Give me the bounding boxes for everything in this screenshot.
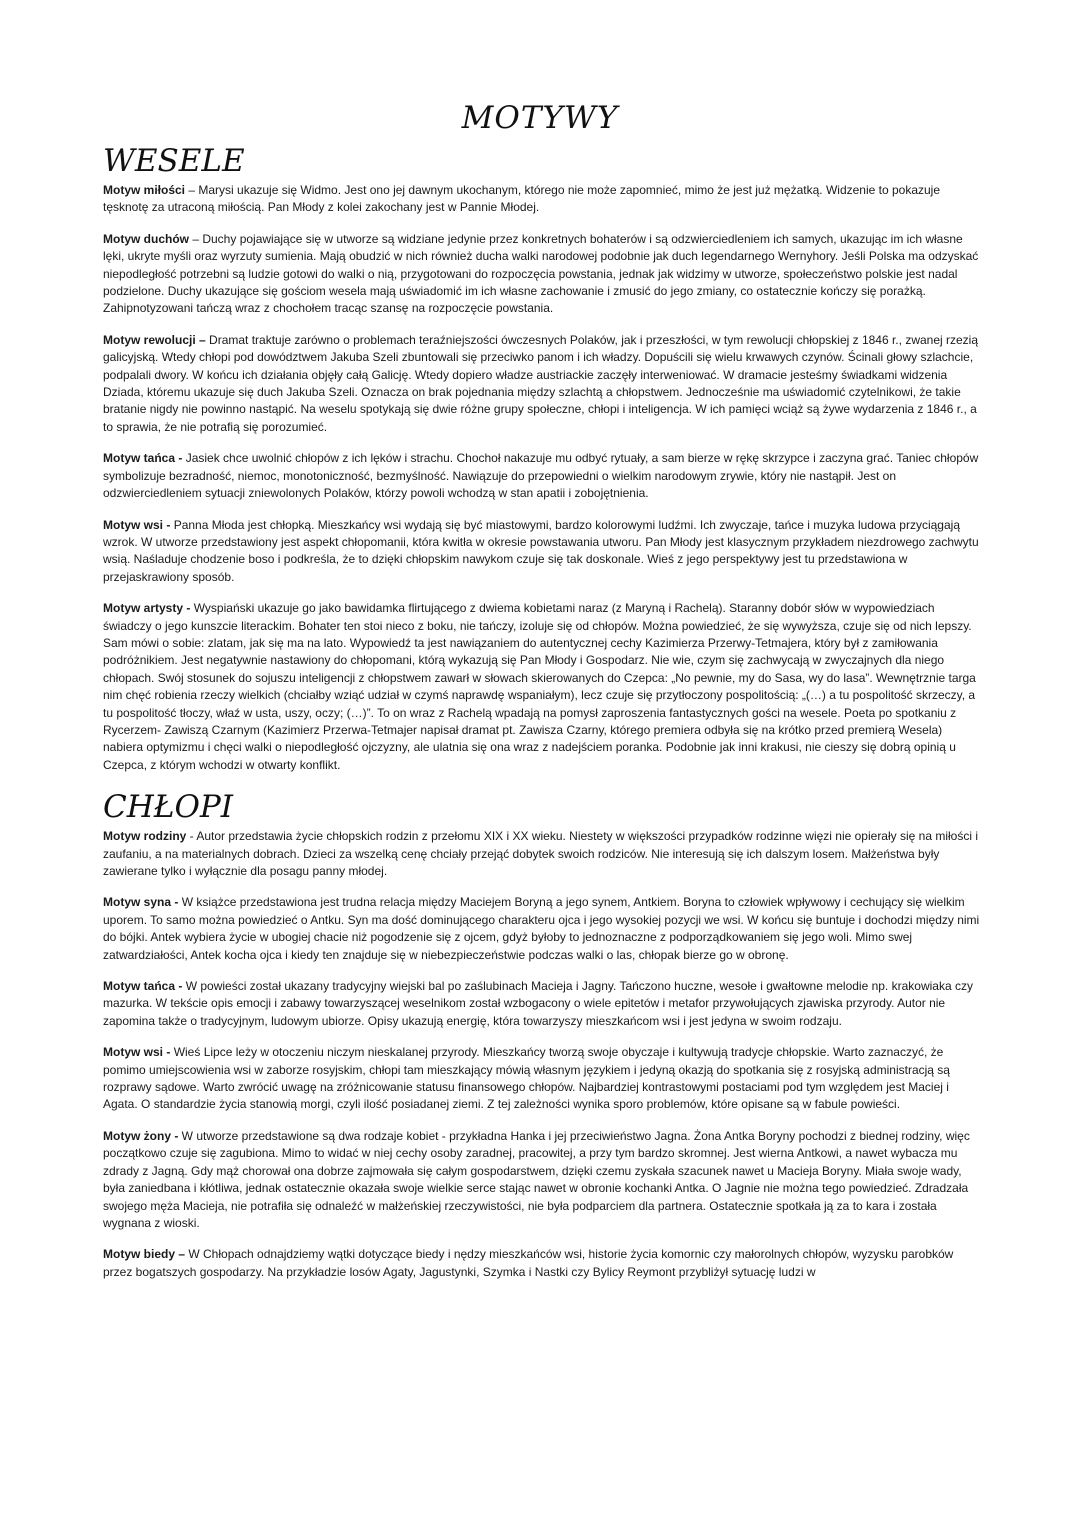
motif-text: W powieści został ukazany tradycyjny wiejski bal po zaślubinach Macieja i Jagny. Tańczono huczne, wesołe i gwałtowne melodie np. krakowiaka czy mazurka. W tekście opis emocji i zabawy towarzyszącej weselnikom został wzbogacony o wiele epitetów i metafor przywołujących zjawiska przyrody. Autor nie zapomina także o tradycyjnym, ludowym ubiorze. Opisy ukazują energię, która towarzyszy mieszkańcom wsi i jest jedyna w swoim rodzaju. [103, 979, 973, 1028]
motif-label: Motyw rodziny [103, 829, 187, 844]
motif-paragraph [103, 517, 983, 587]
motif-text: Wieś Lipce leży w otoczeniu niczym nieskalanej przyrody. Mieszkańcy tworzą swoje obyczaje i kultywują tradycje chłopskie. Warto zaznaczyć, że pomimo umiejscowienia wsi w zaborze rosyjskim, chłopi tam mieszkający mówią własnym językiem i jedyną okazją do spotkania się z rosyjską administracją są rozprawy sądowe. Warto zwrócić uwagę na zróżnicowanie statusu finansowego chłopów. Najbardziej kontrastowymi postaciami pod tym względem jest Maciej i Agata. O standardzie życia stanowią morgi, czyli ilość posiadanej ziemi. Z tej zależności wynika sporo problemów, które opisane są w fabule powieści. [103, 1045, 950, 1112]
motif-paragraph [103, 1044, 983, 1114]
motif-text: Panna Młoda jest chłopką. Mieszkańcy wsi wydają się być miastowymi, bardzo kolorowymi ludźmi. Ich zwyczaje, tańce i muzyka ludowa przyciągają wzrok. W utworze przedstawiony jest aspekt chłopomanii, która kwitła w okresie powstawania utworu. Pan Młody jest klasycznym przykładem niezdrowego zachwytu wsią. Naśladuje chodzenie boso i podkreśla, że to dzięki chłopskim nawykom czuje się tak doskonale. Wieś z jego perspektywy jest tu przedstawiona w przejaskrawiony sposób. [103, 517, 979, 584]
motif-label: Motyw tańca - [103, 451, 183, 466]
motif-text: Autor przedstawia życie chłopskich rodzin z przełomu XIX i XX wieku. Niestety w większości przypadków rodzinne więzi nie opierały się na miłości i zaufaniu, a na materialnych dobrach. Dzieci za wszelką cenę chciały przejąć dobytek swoich rodziców. Nie interesują się ich dalszym losem. Małżeństwa były zawierane tylko i wyłącznie dla posagu panny młodej. [103, 829, 979, 878]
page-title: MOTYWY [461, 100, 619, 136]
motif-separator: - [186, 829, 197, 844]
motif-paragraph [103, 828, 983, 880]
motif-text: W książce przedstawiona jest trudna relacja między Maciejem Boryną a jego synem, Antkiem. Boryna to człowiek wpływowy i cechujący się wielkim uporem. To samo można powiedzieć o Antku. Syn ma dość dominującego charakteru ojca i jego wysokiej pozycji we wsi. W końcu się buntuje i dochodzi między nimi do bójki. Antek wybiera życie w ubogiej chacie niż pogodzenie się z ojcem, gdyż byłoby to jednoznaczne z podporządkowaniem się jego woli. Mimo swej zatwardziałości, Antek kocha ojca i kiedy ten znajduje się w niebezpieczeństwie podczas walki o las, chłopak bierze go w obronę. [103, 895, 980, 962]
motif-paragraph [103, 1246, 983, 1281]
motif-paragraph [103, 600, 983, 774]
motif-paragraph [103, 894, 983, 964]
section-chlopi [103, 788, 983, 1281]
motif-text: Wyspiański ukazuje go jako bawidamka flirtującego z dwiema kobietami naraz (z Maryną i Rachelą). Staranny dobór słów w wypowiedziach świadczy o jego kunszcie literackim. Bohater ten stoi nieco z boku, nie tańczy, izoluje się od chłopów. Można powiedzieć, że się wywyższa, czuje się od nich lepszy. Sam mówi o sobie: zlatam, jak się ma na lato. Wypowiedź ta jest nawiązaniem do autentycznej cechy Kazimierza Przerwy-Tetmajera, który był z zamiłowania podróżnikiem. Jest negatywnie nastawiony do chłopomani, którą wykazują się Pan Młody i Gospodarz. Nie wie, czym się zachwycają w zwyczajnych dla niego chłopach. Swój stosunek do sojuszu inteligencji z chłopstwem zawarł w słowach skierowanych do Czepca: „No pewnie, my do Sasa, wy do lasa”. Wewnętrznie targa nim chęć robienia rzeczy wielkich (chciałby wziąć udział w czymś naprawdę wspaniałym), lecz czuje się przytłoczony pospolitością: „(…) a tu pospolitość skrzeczy, a tu pospolitość tłoczy, właź w usta, uszy, oczy; (…)”. To on wraz z Rachelą wpadają na pomysł zaproszenia fantastycznych gości na wesele. Poeta po spotkaniu z Rycerzem- Zawiszą Czarnym (Kazimierz Przerwa-Tetmajer napisał dramat pt. Zawisza Czarny, którego premiera odbyła się na krótko przed premierą Wesela) nabiera optymizmu i chęci walki o niepodległość ojczyzny, ale ulatnia się ona wraz z nadejściem poranka. Podobnie jak inni krakusi, nie cieszy się dobrą opinią u Czepca, z którym wchodzi w otwarty konflikt. [103, 601, 976, 772]
motif-text: W Chłopach odnajdziemy wątki dotyczące biedy i nędzy mieszkańców wsi, historie życia komornic czy małorolnych chłopów, wyzysku parobków przez bogatszych gospodarzy. Na przykładzie losów Agaty, Jagustynki, Szymka i Nastki czy Bylicy Reymont przybliżył sytuację ludzi w [103, 1247, 954, 1279]
motif-paragraph [103, 450, 983, 502]
motif-label: Motyw artysty - [103, 601, 191, 616]
motif-text: W utworze przedstawione są dwa rodzaje kobiet - przykładna Hanka i jej przeciwieństwo Jagna. Żona Antka Boryny pochodzi z biednej rodziny, więc początkowo czuje się zagubiona. Mimo to widać w niej cechy osoby zaradnej, pracowitej, a przy tym bardzo skromnej. Jest wierna Antkowi, a nawet wybacza mu zdrady z Jagną. Gdy mąż chorował ona dobrze zajmowała się całym gospodarstwem, dzięki czemu zyskała szacunek nawet u Macieja Boryny. Miała swoje wady, była zaniedbana i kłótliwa, jednak ostatecznie okazała swoje wielkie serce stając nawet w obronie kochanki Antka. O Jagnie nie można tego powiedzieć. Zdradzała swojego męża Macieja, nie potrafiła się odnaleźć w małżeńskiej rzeczywistości, nie była podparciem dla partnera. Ostatecznie spotkała ją za to kara i została wygnana z wioski. [103, 1128, 970, 1230]
motif-label: Motyw miłości [103, 183, 186, 197]
motif-text: Marysi ukazuje się Widmo. Jest ono jej dawnym ukochanym, którego nie może zapomnieć, mimo że jest już mężatką. Widzenie to pokazuje tęsknotę za utraconą miłością. Pan Młody z kolei zakochany jest w Pannie Młodej. [103, 183, 941, 215]
motif-separator: – [189, 231, 203, 246]
motif-paragraph [103, 182, 983, 217]
motif-text: Duchy pojawiające się w utworze są widziane jedynie przez konkretnych bohaterów i są odzwierciedleniem ich samych, ukazując im ich własne lęki, ukryte myśli oraz wyrzuty sumienia. Mają obudzić w nich również ducha walki narodowej podobnie jak duch legendarnego Wernyhory. Jeśli Polska ma odzyskać niepodległość potrzebni są ludzie gotowi do walki o nią, przygotowani do rozpoczęcia powstania, jednak jak widzimy w utworze, społeczeństwo polskie jest nadal podzielone. Duchy ukazujące się gościom wesela mają uświadomić im ich własne zachowanie i zmusić do jego zmiany, co ostatecznie kończy się porażką. Zahipnotyzowani tańczą wraz z chochołem tracąc szansę na rozpoczęcie powstania. [103, 231, 979, 316]
motif-label: Motyw wsi - [103, 517, 171, 532]
motif-label: Motyw tańca - [103, 979, 183, 994]
motif-label: Motyw biedy – [103, 1247, 186, 1262]
motif-label: Motyw wsi - [103, 1045, 171, 1060]
motif-text: Jasiek chce uwolnić chłopów z ich lęków i strachu. Chochoł nakazuje mu odbyć rytuały, a sam bierze w rękę skrzypce i zaczyna grać. Taniec chłopów symbolizuje bezradność, niemoc, monotoniczność, bezmyślność. Nawiązuje do przepowiedni o wielkim narodowym zrywie, który nie nastąpił. Jest on odzwierciedleniem sytuacji zniewolonych Polaków, którzy powoli wchodzą w stan apatii i zobojętnienia. [103, 451, 979, 501]
motif-paragraph [103, 332, 983, 436]
motif-paragraph [103, 1128, 983, 1232]
motif-label: Motyw żony - [103, 1128, 179, 1143]
motif-label: Motyw rewolucji – [103, 332, 206, 347]
motif-label: Motyw syna - [103, 895, 179, 910]
motif-separator: – [185, 183, 199, 197]
motif-paragraph [103, 231, 983, 318]
motif-text: Dramat traktuje zarówno o problemach teraźniejszości ówczesnych Polaków, jak i przeszłości, w tym rewolucji chłopskiej z 1846 r., zwanej rzezią galicyjską. Wtedy chłopi pod dowództwem Jakuba Szeli zbuntowali się przeciwko panom i ich władzy. Dopuścili się wielu krwawych czynów. Ścinali głowy szlachcie, podpalali dwory. W końcu ich działania objęły całą Galicję. Wtedy dopiero władze austriackie zaczęły interweniować. W dramacie jesteśmy świadkami widzenia Dziada, któremu ukazuje się duch Jakuba Szeli. Oznacza on brak pojednania między szlachtą a chłopstwem. Jednocześnie ma uświadomić czytelnikowi, że takie bratanie nigdy nie powinno nastąpić. Na weselu spotykają się dwie różne grupy społeczne, chłopi i inteligencja. W ich pamięci wciąż są żywe wydarzenia z 1846 r., a to sprawia, że nie potrafią się porozumieć. [103, 332, 979, 434]
motif-paragraph [103, 978, 983, 1030]
document-body [103, 138, 983, 1281]
motif-label: Motyw duchów [103, 231, 189, 246]
section-heading: CHŁOPI [103, 789, 234, 826]
section-heading: WESELE [103, 143, 245, 179]
section-wesele [103, 142, 983, 774]
